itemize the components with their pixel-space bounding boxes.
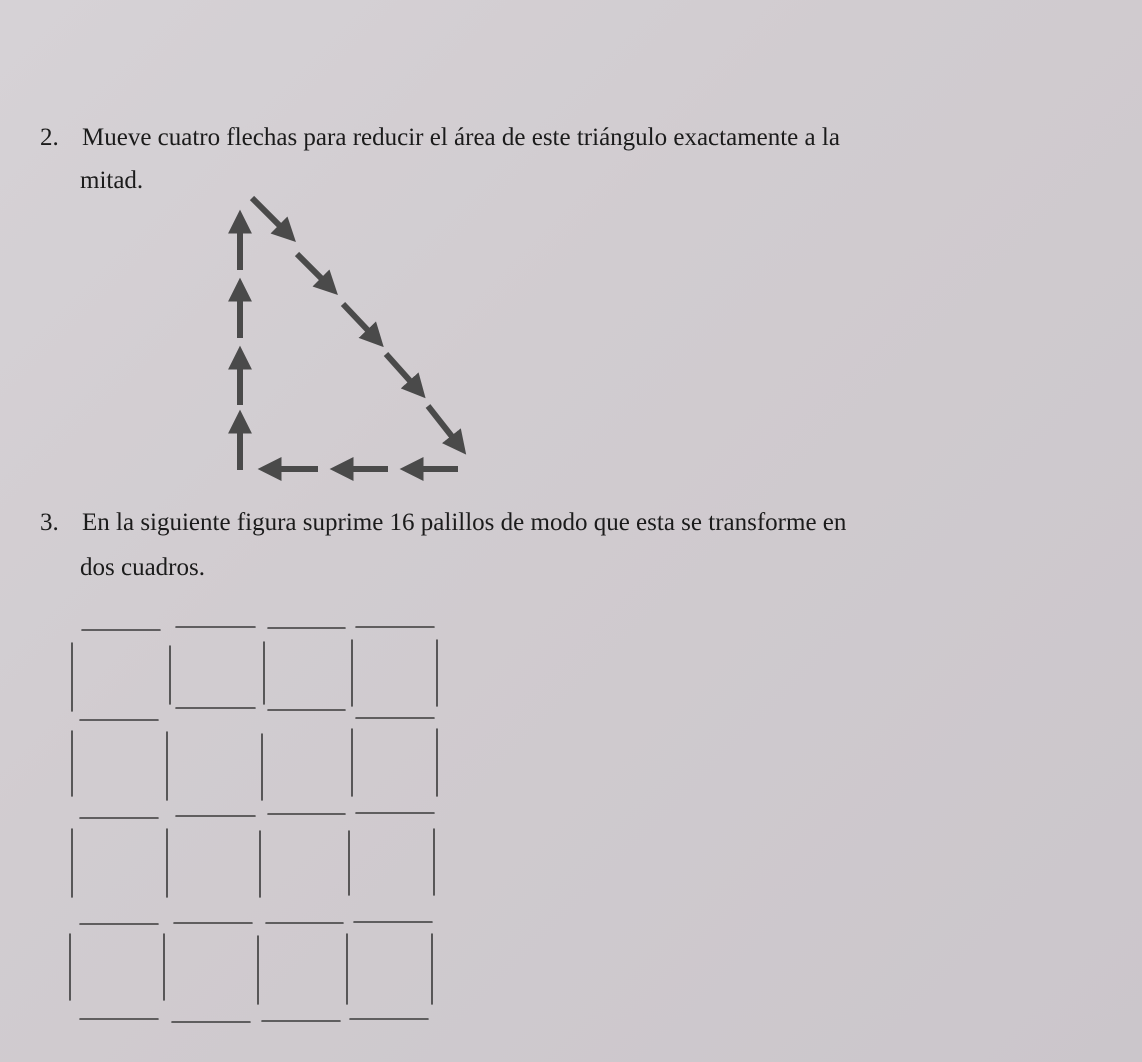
arrow-diag-1: [252, 198, 290, 236]
problem-3-number: 3.: [40, 509, 59, 536]
problem-3-text-line-2: dos cuadros.: [80, 554, 205, 581]
arrow-diag-2: [297, 254, 332, 289]
arrow-diag-4: [386, 354, 420, 392]
arrow-diag-5: [428, 406, 461, 448]
problem-2-text-line-1: Mueve cuatro flechas para reducir el área de este triángulo exactamente a la: [82, 124, 840, 151]
arrow-diag-3: [343, 304, 378, 341]
problem-2-number: 2.: [40, 124, 59, 151]
problem-2-text-line-2: mitad.: [80, 167, 144, 194]
arrow-triangle: [240, 198, 461, 470]
matchstick-grid: [70, 627, 437, 1022]
problem-3-text-line-1: En la siguiente figura suprime 16 palillos de modo que esta se transforme en: [82, 509, 847, 536]
